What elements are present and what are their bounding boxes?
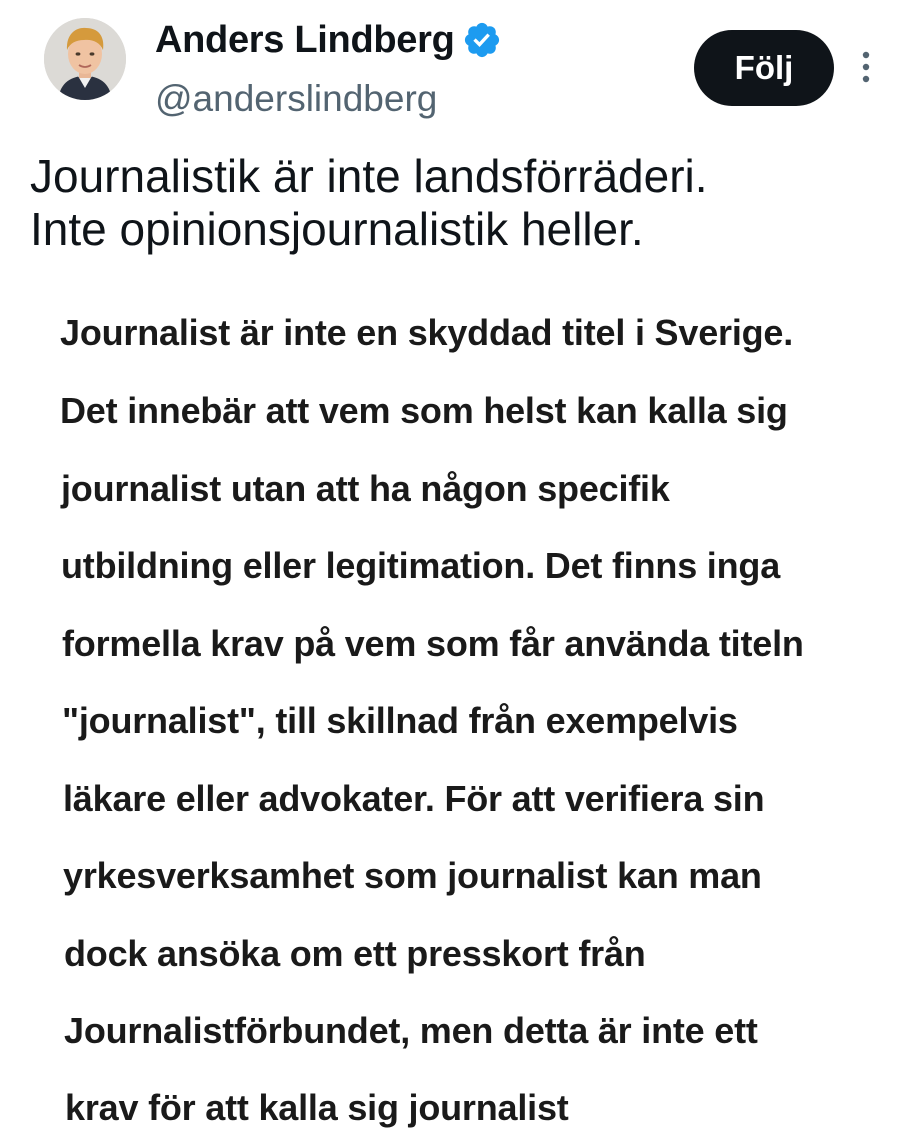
tweet-text bbox=[30, 150, 900, 256]
avatar[interactable] bbox=[44, 18, 126, 100]
author-name[interactable]: Anders Lindberg bbox=[155, 18, 455, 61]
media-text-line: journalist utan att ha någon specifik bbox=[61, 468, 670, 509]
tweet-media-image[interactable] bbox=[0, 290, 917, 1139]
media-text-line: dock ansöka om ett presskort från bbox=[64, 933, 646, 974]
tweet-text-line: Inte opinionsjournalistik heller. bbox=[30, 203, 644, 255]
media-text-line: Journalistförbundet, men detta är inte ett bbox=[64, 1010, 758, 1051]
more-vertical-icon[interactable] bbox=[852, 44, 880, 90]
author-name-row bbox=[155, 14, 502, 66]
media-text-line: läkare eller advokater. För att verifiera sin bbox=[63, 778, 765, 819]
media-text-line: utbildning eller legitimation. Det finns inga bbox=[61, 545, 781, 586]
media-text-line: Journalist är inte en skyddad titel i Sverige. bbox=[60, 312, 794, 353]
media-text-line: yrkesverksamhet som journalist kan man bbox=[63, 855, 762, 896]
media-text-line: krav för att kalla sig journalist bbox=[65, 1087, 569, 1128]
tweet-text-line: Journalistik är inte landsförräderi. bbox=[30, 150, 708, 202]
media-text-line: Det innebär att vem som helst kan kalla sig bbox=[60, 390, 788, 431]
author-handle[interactable]: @anderslindberg bbox=[155, 78, 438, 119]
avatar-image bbox=[44, 18, 126, 100]
media-text-line: "journalist", till skillnad från exempelvis bbox=[62, 700, 738, 741]
follow-button[interactable]: Följ bbox=[694, 30, 834, 106]
media-text-line: formella krav på vem som får använda titeln bbox=[62, 623, 804, 664]
verified-badge-icon bbox=[462, 20, 502, 60]
